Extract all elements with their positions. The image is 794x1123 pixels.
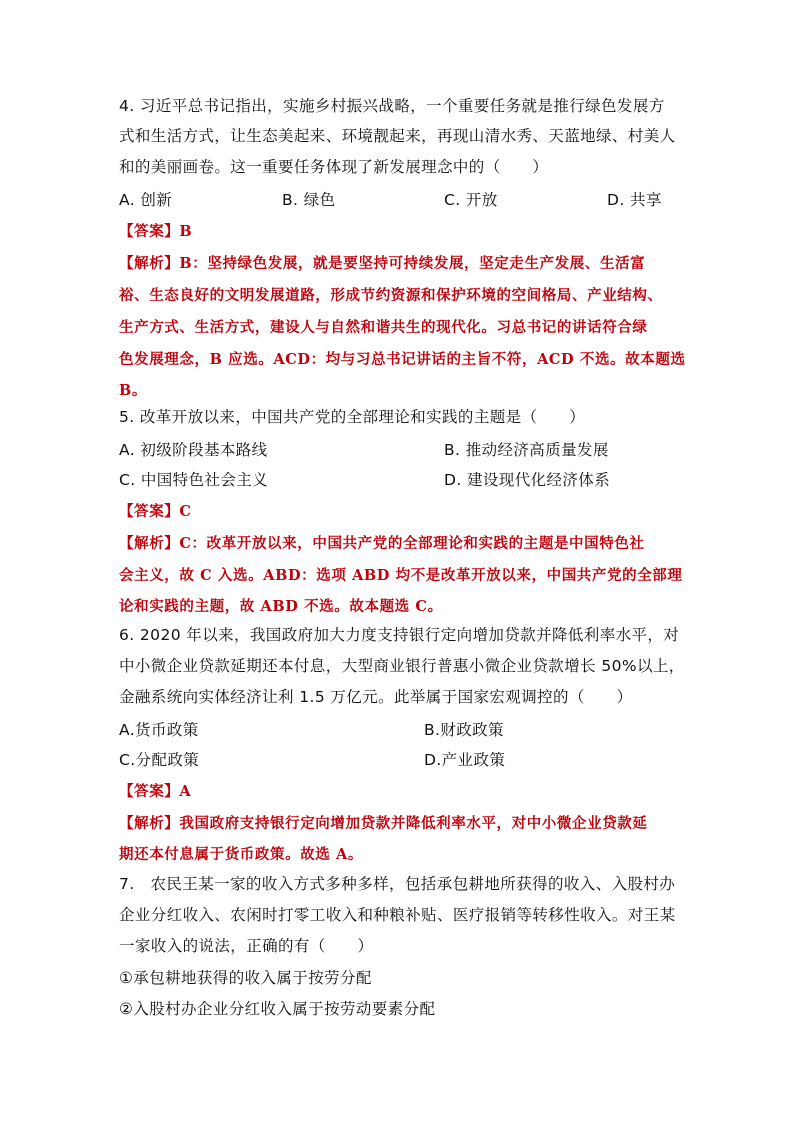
q6-answer: 【答案】A	[119, 783, 192, 800]
q4-analysis-5: B。	[119, 382, 147, 399]
q5-answer: 【答案】C	[119, 503, 192, 520]
q6-line-1: 6. 2020 年以来，我国政府加大力度支持银行定向增加贷款并降低利率水平，对	[119, 626, 680, 644]
q4-line-3: 和的美丽画卷。这一重要任务体现了新发展理念中的（ ）	[119, 158, 549, 176]
q5-analysis-1: 【解析】C：改革开放以来，中国共产党的全部理论和实践的主题是中国特色社	[119, 535, 645, 552]
q4-line-2: 式和生活方式，让生态美起来、环境靓起来，再现山清水秀、天蓝地绿、村美人	[119, 127, 676, 145]
q6-option-a: A.货币政策	[119, 721, 199, 739]
q6-analysis-2: 期还本付息属于货币政策。故选 A。	[119, 846, 363, 863]
q4-option-a: A. 创新	[119, 191, 173, 209]
q5-option-b: B. 推动经济高质量发展	[444, 441, 609, 459]
q4-option-c: C. 开放	[444, 191, 498, 209]
q7-statement-2: ②入股村办企业分红收入属于按劳动要素分配	[119, 1000, 436, 1018]
q4-analysis-1: 【解析】B：坚持绿色发展，就是要坚持可持续发展，坚定走生产发展、生活富	[119, 255, 646, 272]
q5-analysis-3: 论和实践的主题，故 ABD 不选。故本题选 C。	[119, 598, 443, 615]
q6-option-c: C.分配政策	[119, 751, 200, 769]
q4-option-d: D. 共享	[607, 191, 662, 209]
q6-option-b: B.财政政策	[424, 721, 504, 739]
q4-answer: 【答案】B	[119, 223, 193, 240]
q4-analysis-3: 生产方式、生活方式，建设人与自然和谐共生的现代化。习总书记的讲话符合绿	[119, 319, 648, 336]
q5-analysis-2: 会主义，故 C 入选。ABD：选项 ABD 均不是改革开放以来，中国共产党的全部理	[119, 567, 683, 584]
q5-line-1: 5. 改革开放以来，中国共产党的全部理论和实践的主题是（ ）	[119, 408, 586, 426]
q7-line-3: 一家收入的说法，正确的有（ ）	[119, 937, 374, 955]
q4-analysis-4: 色发展理念，B 应选。ACD：均与习总书记讲话的主旨不符，ACD 不选。故本题选	[119, 351, 686, 368]
q4-option-b: B. 绿色	[282, 191, 336, 209]
q4-analysis-2: 裕、生态良好的文明发展道路，形成节约资源和保护环境的空间格局、产业结构、	[119, 287, 663, 304]
q6-line-3: 金融系统向实体经济让利 1.5 万亿元。此举属于国家宏观调控的（ ）	[119, 688, 633, 706]
q6-option-d: D.产业政策	[424, 751, 506, 769]
q5-option-d: D. 建设现代化经济体系	[444, 471, 611, 489]
q7-statement-1: ①承包耕地获得的收入属于按劳分配	[119, 969, 372, 987]
q6-analysis-1: 【解析】我国政府支持银行定向增加贷款并降低利率水平，对中小微企业贷款延	[119, 815, 648, 832]
q7-line-1: 7. 农民王某一家的收入方式多种多样，包括承包耕地所获得的收入、入股村办	[119, 875, 676, 893]
q5-option-c: C. 中国特色社会主义	[119, 471, 269, 489]
q5-option-a: A. 初级阶段基本路线	[119, 441, 268, 459]
q4-line-1: 4. 习近平总书记指出，实施乡村振兴战略，一个重要任务就是推行绿色发展方	[119, 97, 665, 115]
q7-line-2: 企业分红收入、农闲时打零工收入和种粮补贴、医疗报销等转移性收入。对王某	[119, 906, 676, 924]
q6-line-2: 中小微企业贷款延期还本付息，大型商业银行普惠小微企业贷款增长 50%以上，	[119, 657, 685, 675]
